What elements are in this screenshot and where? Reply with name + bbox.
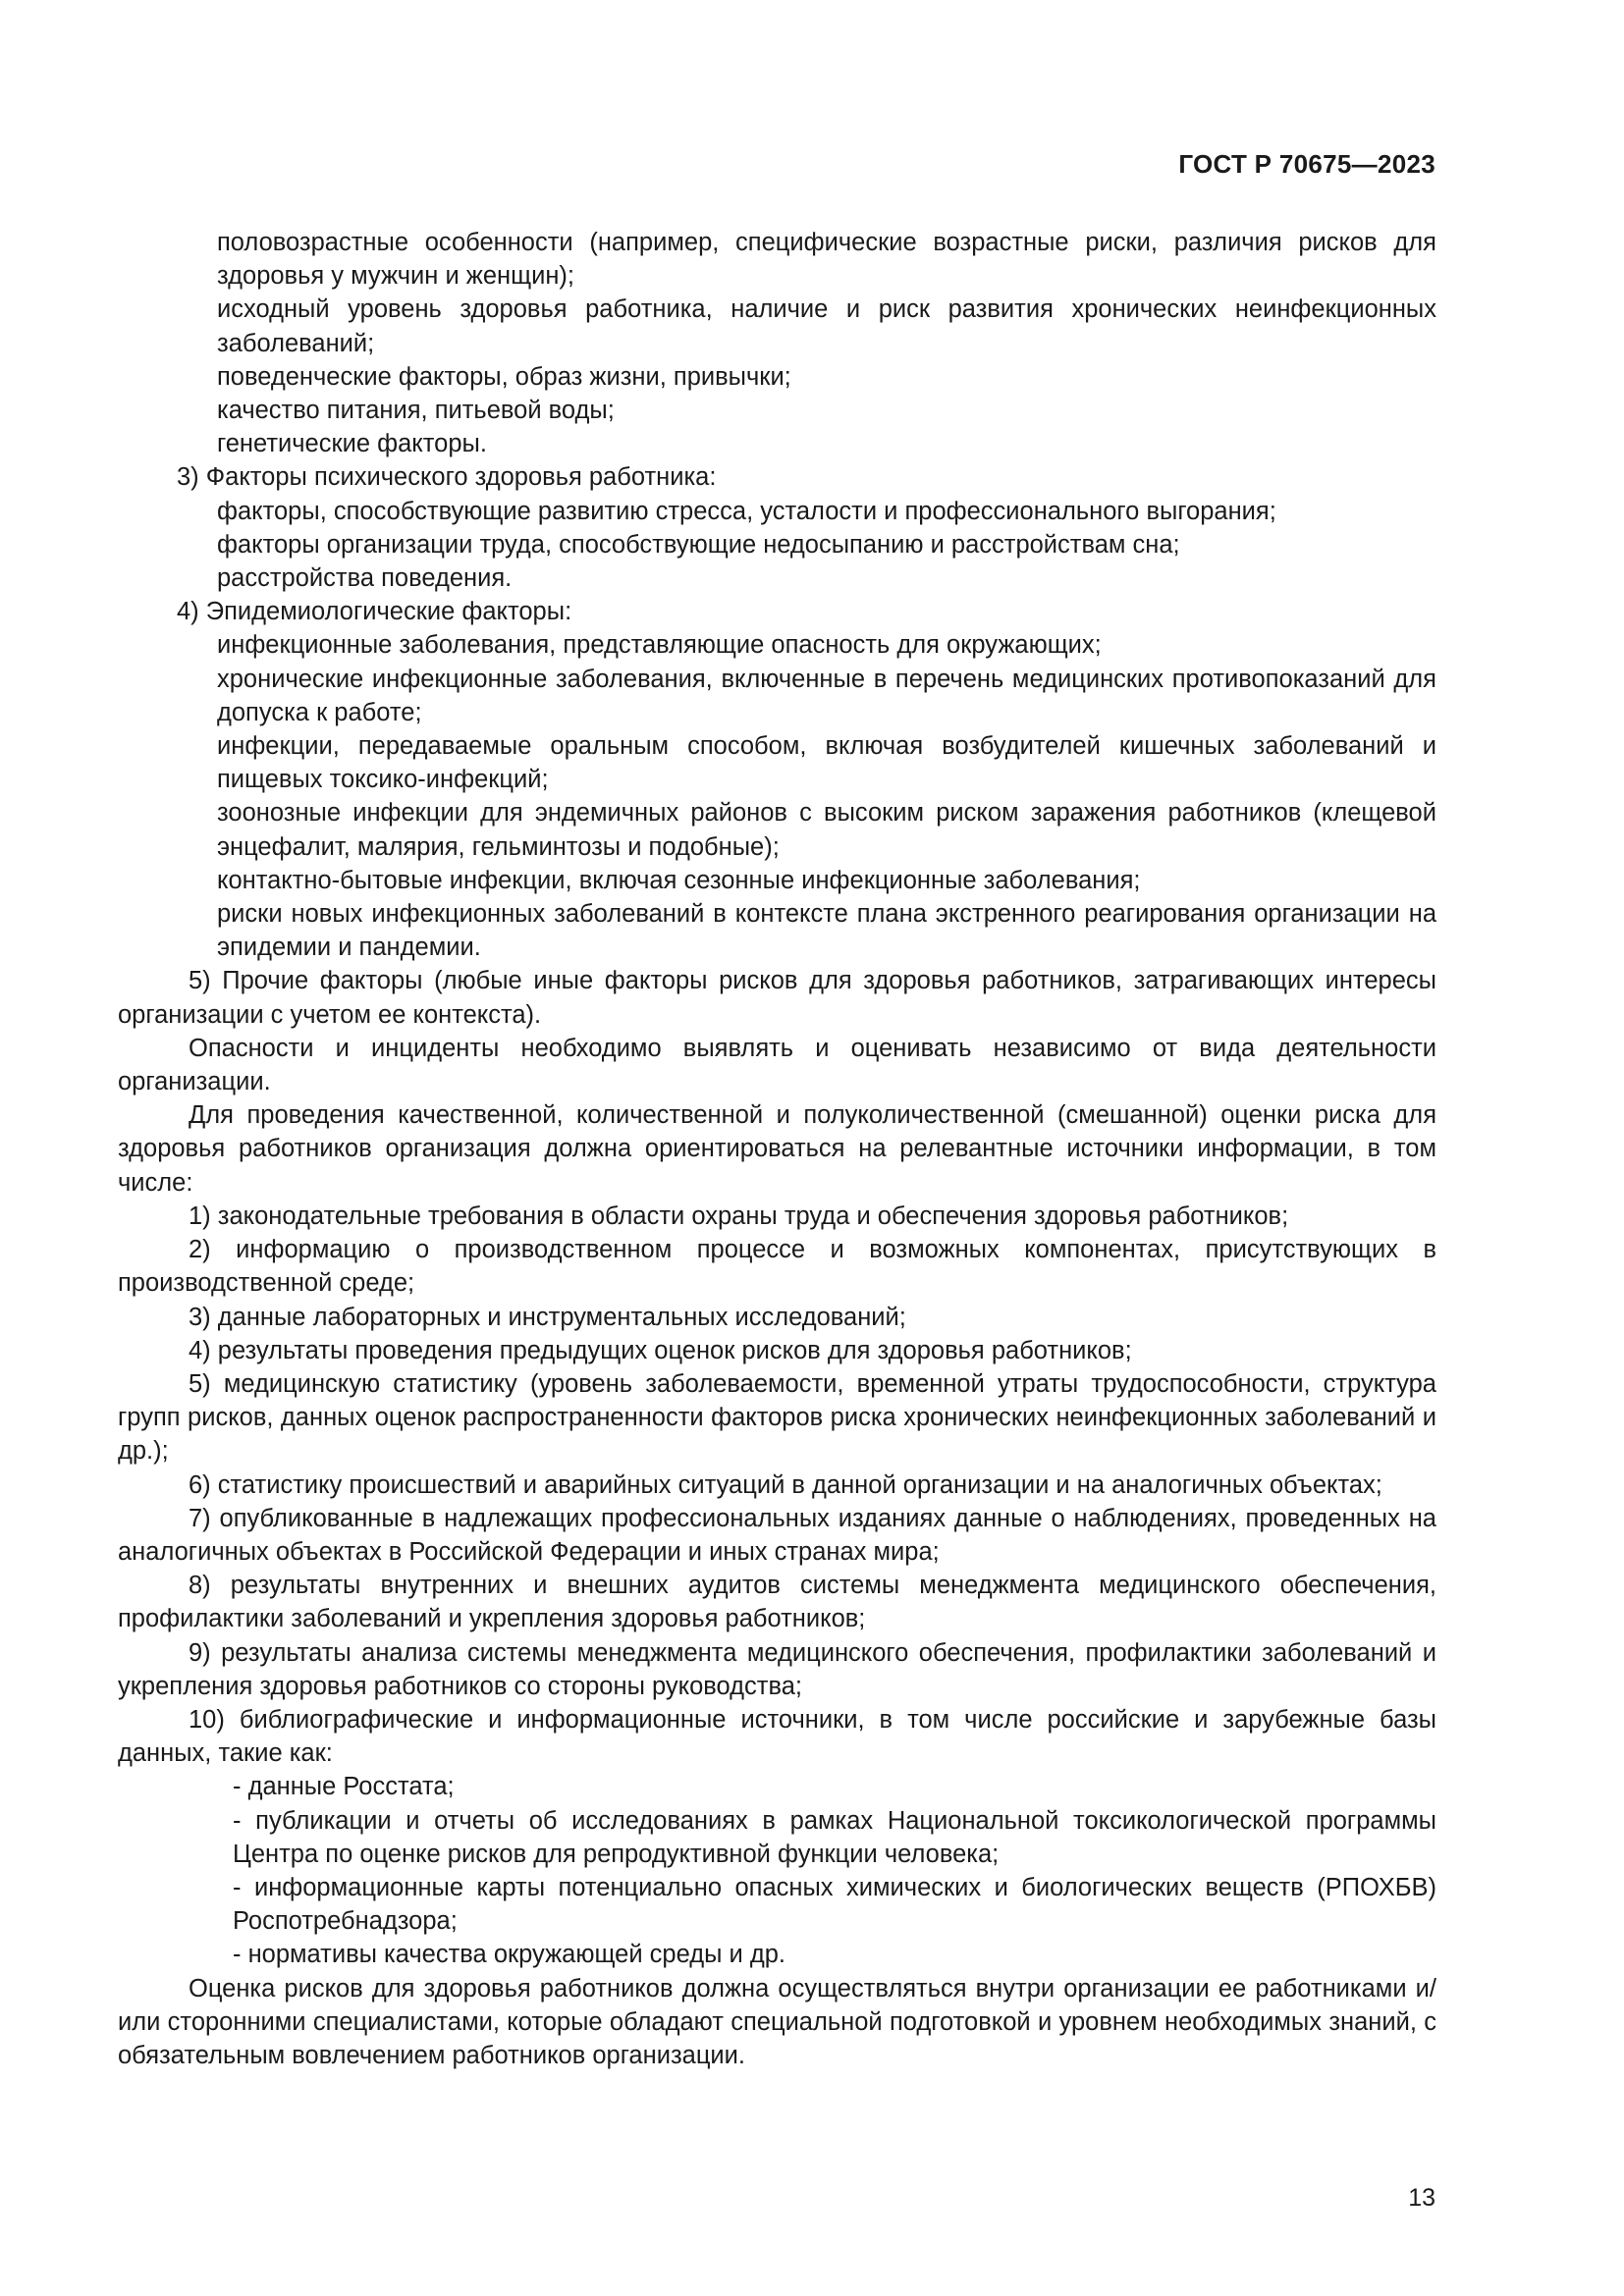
list-line: исходный уровень здоровья работника, наличие и риск развития хронических неинфекционных заболеваний; — [217, 295, 1436, 357]
numbered-item: 7) опубликованные в надлежащих профессиональных изданиях данные о наблюдениях, проведенных на аналогичных объектах в Российской Федерации и иных странах мира; — [118, 1504, 1436, 1566]
numbered-item: 4) результаты проведения предыдущих оценок рисков для здоровья работников; — [189, 1336, 1132, 1364]
dash-item: - данные Росстата; — [233, 1773, 455, 1801]
list-line: поведенческие факторы, образ жизни, привычки; — [217, 362, 791, 391]
numbered-item: 6) статистику происшествий и аварийных ситуаций в данной организации и на аналогичных объектах; — [189, 1470, 1382, 1499]
paragraph: Для проведения качественной, количественной и полуколичественной (смешанной) оценки риска для здоровья работников организация должна ориентироваться на релевантные источники информации, в том числе: — [118, 1101, 1436, 1197]
dash-item: - публикации и отчеты об исследованиях в рамках Национальной токсикологической программы Центра по оценке рисков для репродуктивной функции человека; — [233, 1806, 1436, 1868]
numbered-item: 10) библиографические и информационные источники, в том числе российские и зарубежные базы данных, такие как: — [118, 1705, 1436, 1768]
dash-item: - нормативы качества окружающей среды и др. — [233, 1941, 785, 1969]
numbered-item: 5) медицинскую статистику (уровень заболеваемости, временной утраты трудоспособности, структура групп рисков, данных оценок распространенности факторов риска хронических неинфекционных заболеваний и др.); — [118, 1369, 1436, 1466]
paragraph: Опасности и инциденты необходимо выявлять и оценивать независимо от вида деятельности организации. — [118, 1034, 1436, 1096]
list-line: хронические инфекционные заболевания, включенные в перечень медицинских противопоказаний для допуска к работе; — [217, 665, 1436, 726]
list-line: зоонозные инфекции для эндемичных районов с высоким риском заражения работников (клещевой энцефалит, малярия, гельминтозы и подобные); — [217, 799, 1436, 861]
paragraph: Оценка рисков для здоровья работников должна осуществляться внутри организации ее работниками и/или сторонними специалистами, которые обладают специальной подготовкой и уровнем необходимых знаний, с обязательным вовлечением работников организации. — [118, 1974, 1436, 2069]
list-line: половозрастные особенности (например, специфические возрастные риски, различия рисков для здоровья у мужчин и женщин); — [217, 229, 1436, 291]
list-line: расстройства поведения. — [217, 564, 513, 593]
list-line: факторы, способствующие развитию стресса, усталости и профессионального выгорания; — [217, 497, 1276, 525]
list-line: инфекции, передаваемые оральным способом, включая возбудителей кишечных заболеваний и пищевых токсико-инфекций; — [217, 732, 1436, 794]
numbered-item: 3) данные лабораторных и инструментальных исследований; — [189, 1303, 906, 1331]
document-body — [118, 226, 1436, 2072]
numbered-item: 9) результаты анализа системы менеджмента медицинского обеспечения, профилактики заболеваний и укрепления здоровья работников со стороны руководства; — [118, 1638, 1436, 1700]
numbered-item: 8) результаты внутренних и внешних аудитов системы менеджмента медицинского обеспечения, профилактики заболеваний и укрепления здоровья работников; — [118, 1572, 1436, 1633]
list-line: риски новых инфекционных заболеваний в контексте плана экстренного реагирования организации на эпидемии и пандемии. — [217, 900, 1436, 962]
document-id-header: ГОСТ Р 70675—2023 — [1178, 149, 1435, 179]
numbered-heading: 3) Факторы психического здоровья работника: — [177, 463, 717, 492]
page-number: 13 — [1408, 2184, 1435, 2212]
list-line: генетические факторы. — [217, 430, 487, 458]
list-line: качество питания, питьевой воды; — [217, 397, 615, 425]
numbered-heading: 4) Эпидемиологические факторы: — [177, 598, 572, 626]
numbered-paragraph: 5) Прочие факторы (любые иные факторы рисков для здоровья работников, затрагивающих интересы организации с учетом ее контекста). — [118, 967, 1436, 1029]
numbered-item: 1) законодательные требования в области охраны труда и обеспечения здоровья работников; — [189, 1201, 1289, 1230]
list-line: факторы организации труда, способствующие недосыпанию и расстройствам сна; — [217, 530, 1180, 559]
list-line: инфекционные заболевания, представляющие опасность для окружающих; — [217, 631, 1102, 660]
dash-item: - информационные карты потенциально опасных химических и биологических веществ (РПОХБВ) Роспотребнадзора; — [233, 1873, 1436, 1936]
list-line: контактно-бытовые инфекции, включая сезонные инфекционные заболевания; — [217, 866, 1141, 894]
numbered-item: 2) информацию о производственном процессе и возможных компонентах, присутствующих в производственной среде; — [118, 1236, 1436, 1298]
